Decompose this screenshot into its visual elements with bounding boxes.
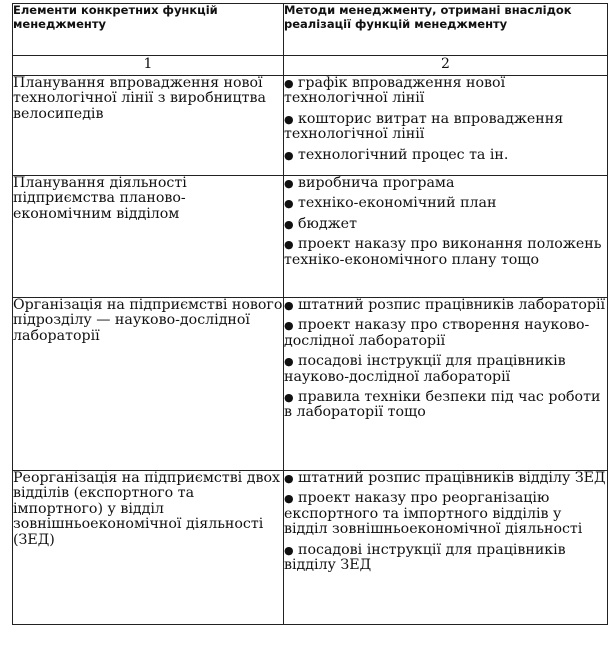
bullet-icon: ●: [284, 148, 294, 162]
method-item: [284, 196, 607, 211]
table-row: [13, 176, 608, 298]
management-functions-table: [12, 3, 608, 625]
function-element-cell: Реорганізація на підприємстві двох відділів (експортного та імпортного) у відділ зовнішньоекономічної діяльності (ЗЕД): [13, 471, 284, 625]
function-element-cell: Планування впровадження нової технологічної лінії з виробництва велосипедів: [13, 76, 284, 176]
method-item: [284, 471, 607, 486]
bullet-icon: ●: [284, 391, 294, 405]
method-text: посадові інструкції для працівників відділу ЗЕД: [284, 541, 566, 574]
table-row: [13, 298, 608, 471]
column-number-row: [13, 56, 608, 76]
table-row: [13, 471, 608, 625]
header-row: [13, 4, 608, 56]
bullet-icon: ●: [284, 217, 294, 231]
column-number-2: 2: [284, 56, 608, 76]
method-text: проект наказу про реорганізацію експортного та імпортного відділів у відділ зовнішньоекономічної діяльності: [284, 490, 583, 538]
methods-cell: [284, 76, 608, 176]
methods-cell: [284, 298, 608, 471]
table-row: [13, 76, 608, 176]
function-element-cell: Планування діяльності підприємства планово-економічним відділом: [13, 176, 284, 298]
method-text: виробнича програма: [298, 175, 455, 191]
method-text: бюджет: [298, 215, 357, 232]
bullet-icon: ●: [284, 177, 294, 190]
methods-cell: [284, 176, 608, 298]
header-col1: Елементи конкретних функцій менеджменту: [13, 4, 284, 56]
method-text: штатний розпис працівників лабораторії: [298, 297, 606, 313]
method-item: [284, 112, 607, 143]
method-item: [284, 318, 607, 349]
method-text: кошторис витрат на впровадження технологічної лінії: [284, 110, 564, 143]
method-item: [284, 237, 607, 268]
bullet-icon: ●: [284, 238, 294, 252]
method-text: техніко-економічний план: [298, 195, 497, 212]
bullet-icon: ●: [284, 319, 294, 333]
method-item: [284, 176, 607, 191]
method-text: штатний розпис працівників відділу ЗЕД: [298, 470, 606, 486]
method-text: проект наказу про виконання положень техніко-економічного плану тощо: [284, 236, 602, 268]
bullet-icon: ●: [284, 77, 294, 90]
method-item: [284, 543, 607, 574]
method-text: посадові інструкції для працівників науково-дослідної лабораторії: [284, 353, 566, 385]
bullet-icon: ●: [284, 492, 294, 506]
methods-cell: [284, 471, 608, 625]
bullet-icon: ●: [284, 299, 294, 312]
bullet-icon: ●: [284, 197, 294, 211]
bullet-icon: ●: [284, 543, 294, 557]
method-text: графік впровадження нової технологічної лінії: [284, 75, 506, 107]
column-number-1: 1: [13, 56, 284, 76]
method-item: [284, 491, 607, 537]
bullet-icon: ●: [284, 355, 294, 369]
method-item: [284, 148, 607, 163]
method-text: технологічний процес та ін.: [298, 146, 509, 163]
bullet-icon: ●: [284, 112, 294, 126]
method-text: проект наказу про створення науково-дослідної лабораторії: [284, 317, 590, 349]
method-item: [284, 298, 607, 313]
bullet-icon: ●: [284, 472, 294, 485]
method-item: [284, 76, 607, 107]
function-element-cell: Організація на підприємстві нового підрозділу — науково-дослідної лабораторії: [13, 298, 284, 471]
method-text: правила техніки безпеки під час роботи в лабораторії тощо: [284, 389, 601, 421]
header-col2: Методи менеджменту, отримані внаслідок реалізації функцій менеджменту: [284, 4, 608, 56]
method-item: [284, 390, 607, 421]
method-item: [284, 354, 607, 385]
method-item: [284, 217, 607, 232]
